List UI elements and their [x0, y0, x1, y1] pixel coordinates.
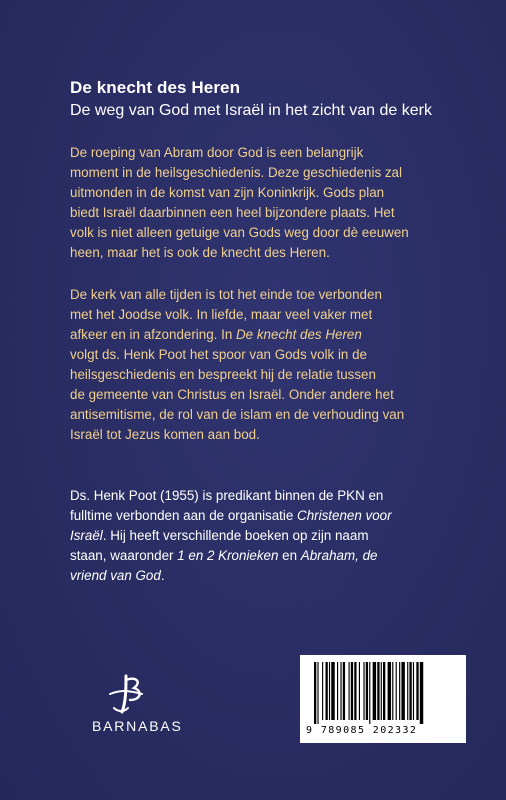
barcode-bar [349, 662, 350, 720]
bio-text: staan, waaronder [70, 548, 178, 563]
organisation-name: Christenen voor [297, 508, 392, 523]
blurb-text: afkeer en in afzondering. In [70, 327, 237, 342]
bio-text: fulltime verbonden aan de organisatie [70, 508, 298, 523]
barcode-bar [392, 662, 393, 720]
bio-text: . Hij heeft verschillende boeken op zijn naam [102, 528, 369, 543]
book-reference: vriend van God [70, 568, 161, 583]
barcode-bar [401, 662, 404, 720]
isbn-barcode [300, 655, 466, 743]
barcode-bar [337, 662, 338, 720]
publisher-name: BARNABAS [92, 718, 183, 734]
author-bio [70, 486, 460, 586]
barcode-bar [331, 662, 334, 720]
barcode-bar [381, 662, 382, 720]
bio-line [70, 506, 460, 526]
blurb-paragraph-2 [70, 285, 450, 445]
blurb-line: biedt Israël daarbinnen een heel bijzondere plaats. Het [70, 205, 395, 220]
barcode-bar [363, 662, 364, 720]
blurb-line: moment in de heilsgeschiedenis. Deze geschiedenis zal [70, 165, 402, 180]
publisher-logo [92, 668, 212, 746]
barcode-bar [359, 662, 360, 720]
bio-line [70, 566, 460, 586]
barcode-bar [366, 662, 368, 720]
barcode-bar [377, 662, 379, 720]
book-subtitle: De weg van God met Israël in het zicht van de kerk [70, 102, 432, 119]
bio-line [70, 526, 460, 546]
barcode-bar [383, 662, 385, 720]
barcode-bar [317, 662, 318, 724]
blurb-line: Israël tot Jezus komen aan bod. [70, 427, 260, 442]
bio-text: . [160, 568, 165, 583]
blurb-line: antisemitisme, de rol van de islam en de verhouding van [70, 407, 405, 422]
barcode-bar [340, 662, 341, 720]
barcode-bar [373, 662, 376, 720]
blurb-line: volgt ds. Henk Poot het spoor van Gods volk in de [70, 347, 367, 362]
blurb-line [70, 325, 450, 345]
barcode-first-digit: 9 [306, 725, 314, 736]
barcode-bar [369, 662, 370, 724]
barcode-bar [343, 662, 345, 720]
barcode-number [306, 725, 462, 736]
barcode-bar [354, 662, 356, 720]
book-title-italic: De knecht des Heren [236, 327, 362, 342]
blurb-line: heen, maar het is ook de knecht des Heren. [70, 245, 330, 260]
bio-text: en [278, 548, 301, 563]
organisation-name: Israël [70, 528, 103, 543]
blurb-line: volk is niet alleen getuige van Gods weg door dè eeuwen [70, 225, 409, 240]
barcode-bar [326, 662, 328, 720]
barcode-bar [407, 662, 408, 720]
barcode-bar [420, 662, 423, 724]
barcode-bar [314, 662, 316, 724]
barcode-bar [388, 662, 391, 720]
barcode-digits: 789085 202332 [320, 725, 418, 736]
barcode-bar [416, 662, 418, 720]
barnabas-logo-icon [92, 668, 212, 718]
barcode-bar [396, 662, 397, 720]
barcode-bar [399, 662, 400, 720]
barcode-bar [351, 662, 353, 720]
blurb-line: de gemeente van Christus en Israël. Onder andere het [70, 387, 394, 402]
blurb-paragraph-1 [70, 143, 450, 263]
blurb-line: heilsgeschiedenis en bespreekt hij de relatie tussen [70, 367, 376, 382]
bio-line [70, 546, 460, 566]
barcode-bars [308, 662, 458, 724]
book-title: De knecht des Heren [70, 78, 241, 97]
blurb-line: met het Joodse volk. In liefde, maar veel vaker met [70, 307, 373, 322]
barcode-bar [329, 662, 330, 720]
barcode-bar [409, 662, 411, 720]
bio-line: Ds. Henk Poot (1955) is predikant binnen de PKN en [70, 488, 384, 503]
blurb-line: De roeping van Abram door God is een belangrijk [70, 145, 364, 160]
blurb-line: uitmonden in de komst van zijn Koninkrijk. Gods plan [70, 185, 385, 200]
blurb-line: De kerk van alle tijden is tot het einde toe verbonden [70, 287, 382, 302]
barcode-bar [413, 662, 414, 720]
book-reference: 1 en 2 Kronieken [177, 548, 279, 563]
book-reference: Abraham, de [300, 548, 378, 563]
barcode-bar [322, 662, 323, 720]
